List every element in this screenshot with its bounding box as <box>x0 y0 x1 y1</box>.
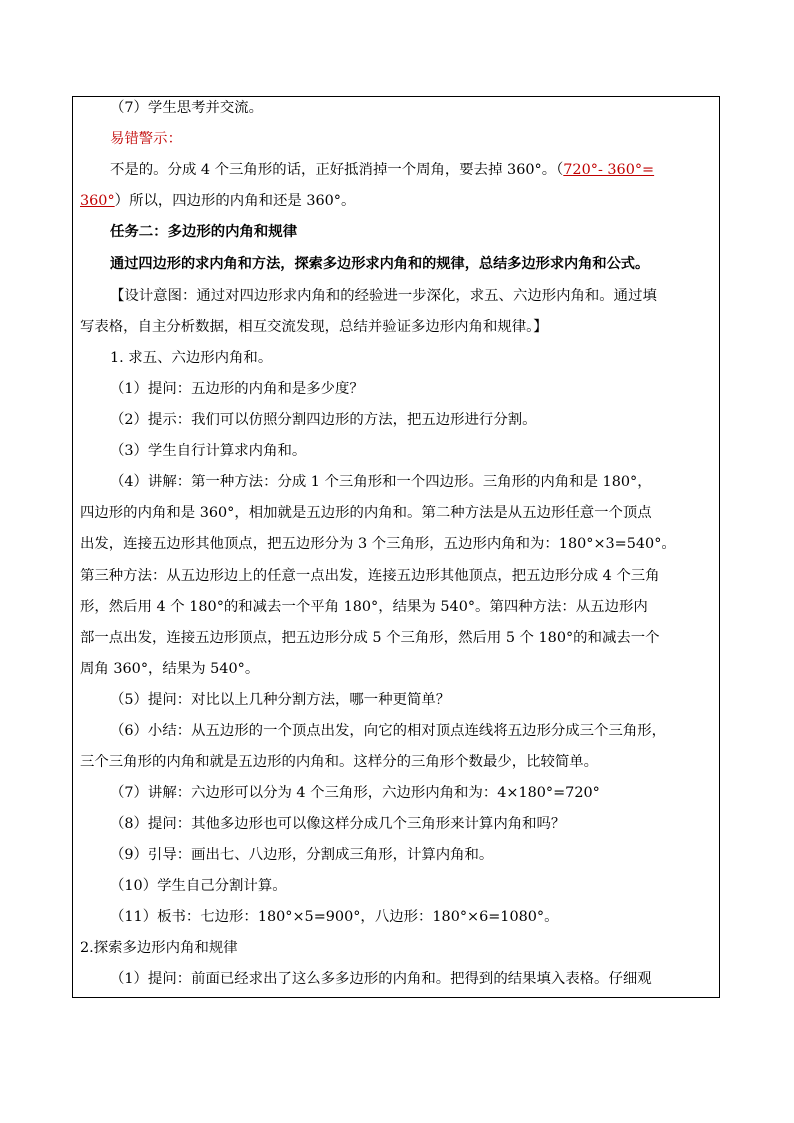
text-line: （9）引导：画出七、八边形，分割成三角形，计算内角和。 <box>110 847 494 863</box>
task-heading: 任务二：多边形的内角和规律 <box>110 223 298 240</box>
text-segment: 不是的。分成 4 个三角形的话，正好抵消掉一个周角，要去掉 360°。（ <box>110 162 564 178</box>
section-heading: 2.探索多边形内角和规律 <box>80 940 238 956</box>
task-goal: 通过四边形的求内角和方法，探索多边形求内角和的规律，总结多边形求内角和公式。 <box>110 256 650 272</box>
text-line: 部一点出发，连接五边形顶点，把五边形分成 5 个三角形，然后用 5 个 180°的和减去一个 <box>80 630 660 646</box>
text-line: 周角 360°，结果为 540°。 <box>80 661 260 677</box>
text-line: 出发，连接五边形其他顶点，把五边形分为 3 个三角形，五边形内角和为：180°×3=540°。 <box>80 536 676 552</box>
text-line: （4）讲解：第一种方法：分成 1 个三角形和一个四边形。三角形的内角和是 180°， <box>110 474 652 490</box>
design-intent-line: 【设计意图：通过对四边形求内角和的经验进一步深化，求五、六边形内角和。通过填 <box>110 288 657 304</box>
text-line: （8）提问：其他多边形也可以像这样分成几个三角形来计算内角和吗？ <box>110 816 566 832</box>
error-warning-heading: 易错警示： <box>110 131 182 147</box>
text-line: （10）学生自己分割计算。 <box>110 878 287 894</box>
text-line: （7）讲解：六边形可以分为 4 个三角形，六边形内角和为：4×180°=720° <box>110 785 600 801</box>
text-line: （2）提示：我们可以仿照分割四边形的方法，把五边形进行分割。 <box>110 412 537 428</box>
design-intent-line: 写表格，自主分析数据，相互交流发现，总结并验证多边形内角和规律。】 <box>80 319 548 335</box>
text-line <box>80 191 714 211</box>
text-line: 第三种方法：从五边形边上的任意一点出发，连接五边形其他顶点，把五边形分成 4 个三角 <box>80 568 660 584</box>
text-line: （7）学生思考并交流。 <box>110 100 264 116</box>
text-line <box>110 160 744 180</box>
section-heading: 1. 求五、六边形内角和。 <box>110 350 273 366</box>
text-line: 四边形的内角和是 360°，相加就是五边形的内角和。第二种方法是从五边形任意一个顶点 <box>80 505 652 521</box>
answer-fill-in: 360° <box>80 193 115 209</box>
text-line: （6）小结：从五边形的一个顶点出发，向它的相对顶点连线将五边形分成三个三角形， <box>110 723 667 739</box>
text-segment: ）所以，四边形的内角和还是 360°。 <box>114 193 356 209</box>
text-line: （5）提问：对比以上几种分割方法，哪一种更简单？ <box>110 692 451 708</box>
text-line: 形，然后用 4 个 180°的和减去一个平角 180°，结果为 540°。第四种方法：从五边形内 <box>80 599 648 615</box>
text-line: （11）板书：七边形：180°×5=900°，八边形：180°×6=1080°。 <box>110 909 559 925</box>
text-line: （3）学生自行计算求内角和。 <box>110 443 307 459</box>
text-line: （1）提问：五边形的内角和是多少度？ <box>110 381 364 397</box>
answer-fill-in: 720°- 360°= <box>563 162 655 178</box>
text-line: 三个三角形的内角和就是五边形的内角和。这样分的三角形个数最少，比较简单。 <box>80 754 599 770</box>
text-line: （1）提问：前面已经求出了这么多多边形的内角和。把得到的结果填入表格。仔细观 <box>110 971 652 987</box>
